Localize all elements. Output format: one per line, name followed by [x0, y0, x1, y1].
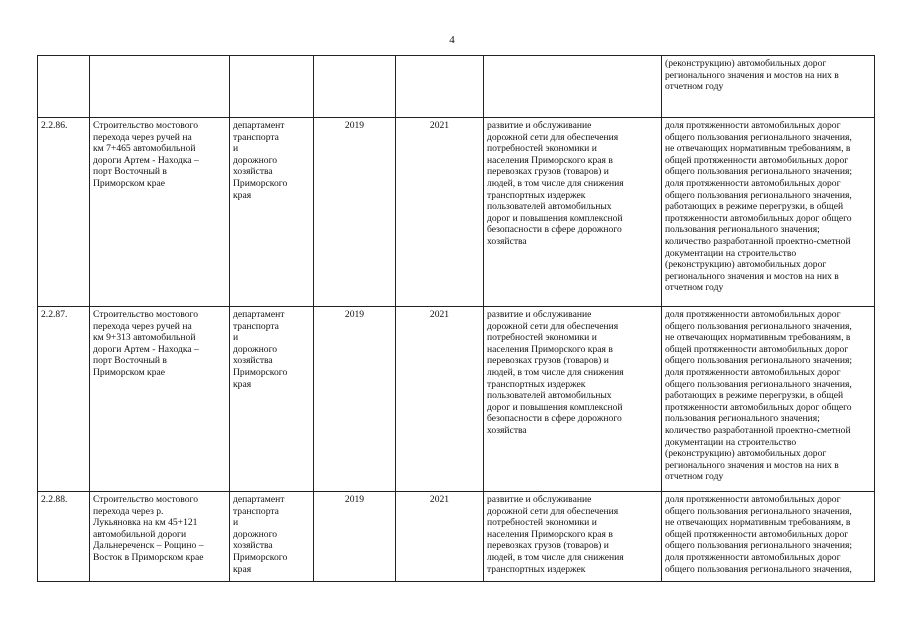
dept-word-and: и	[233, 332, 239, 344]
page-number: 4	[449, 34, 455, 46]
cell-department	[230, 307, 314, 492]
cell-goal: развитие и обслуживание дорожной сети для обеспечения потребностей экономики и населения Приморского края в перевозках грузов (товаров) и людей, в том числе для снижения транспортных издержек пользователей автомобильных дорог и повышения комплексной безопасности в сфере дорожного хозяйства	[484, 307, 662, 492]
cell-number	[38, 56, 90, 118]
table-row	[38, 307, 875, 492]
cell-start-year	[314, 56, 396, 118]
cell-number: 2.2.86.	[38, 118, 90, 307]
cell-name: Строительство мостового перехода через ручей на км 7+465 автомобильной дороги Артем - Находка – порт Восточный в Приморском крае	[90, 118, 230, 307]
program-table	[37, 55, 875, 582]
cell-end-year: 2021	[396, 492, 484, 582]
cell-name: Строительство мостового перехода через р. Лукьяновка на км 45+121 автомобильной дороги Дальнереченск – Рощино – Восток в Приморском крае	[90, 492, 230, 582]
dept-word-transport: транспорта	[233, 320, 279, 332]
cell-end-year: 2021	[396, 118, 484, 307]
dept-line-2	[233, 132, 310, 155]
cell-department	[230, 56, 314, 118]
cell-goal: развитие и обслуживание дорожной сети для обеспечения потребностей экономики и населения Приморского края в перевозках грузов (товаров) и людей, в том числе для снижения транспортных издержек пользователей автомобильных дорог и повышения комплексной безопасности в сфере дорожного хозяйства	[484, 118, 662, 307]
cell-department	[230, 118, 314, 307]
cell-number: 2.2.87.	[38, 307, 90, 492]
cell-name	[90, 56, 230, 118]
dept-line-2	[233, 321, 310, 344]
dept-rest: дорожного хозяйства Приморского края	[233, 528, 288, 575]
cell-goal	[484, 56, 662, 118]
dept-word-and: и	[233, 143, 239, 155]
cell-indicators: доля протяженности автомобильных дорог общего пользования регионального значения, не отвечающих нормативным требованиям, в общей протяженности автомобильных дорог общего пользования регионального значения; доля протяженности автомобильных дорог общего пользования регионального значения,	[662, 492, 875, 582]
cell-department	[230, 492, 314, 582]
dept-line-1: департамент	[233, 494, 285, 505]
cell-indicators: доля протяженности автомобильных дорог общего пользования регионального значения, не отвечающих нормативным требованиям, в общей протяженности автомобильных дорог общего пользования регионального значения; доля протяженности автомобильных дорог общего пользования регионального значения, работающих в режиме перегрузки, в общей протяженности автомобильных дорог общего пользования регионального значения; количество разработанной проектно-сметной документации на строительство (реконструкцию) автомобильных дорог регионального значения и мостов на них в отчетном году	[662, 307, 875, 492]
cell-goal: развитие и обслуживание дорожной сети для обеспечения потребностей экономики и населения Приморского края в перевозках грузов (товаров) и людей, в том числе для снижения транспортных издержек	[484, 492, 662, 582]
cell-end-year: 2021	[396, 307, 484, 492]
cell-start-year: 2019	[314, 118, 396, 307]
table-row	[38, 118, 875, 307]
cell-start-year: 2019	[314, 492, 396, 582]
cell-end-year	[396, 56, 484, 118]
cell-name: Строительство мостового перехода через ручей на км 9+313 автомобильной дороги Артем - Находка – порт Восточный в Приморском крае	[90, 307, 230, 492]
dept-line-2	[233, 506, 310, 529]
cell-indicators: доля протяженности автомобильных дорог общего пользования регионального значения, не отвечающих нормативным требованиям, в общей протяженности автомобильных дорог общего пользования регионального значения; доля протяженности автомобильных дорог общего пользования регионального значения, работающих в режиме перегрузки, в общей протяженности автомобильных дорог общего пользования регионального значения; количество разработанной проектно-сметной документации на строительство (реконструкцию) автомобильных дорог регионального значения и мостов на них в отчетном году	[662, 118, 875, 307]
dept-line-1: департамент	[233, 309, 285, 320]
dept-word-transport: транспорта	[233, 505, 279, 517]
table-row-continuation	[38, 56, 875, 118]
table-row	[38, 492, 875, 582]
cell-indicators: (реконструкцию) автомобильных дорог регионального значения и мостов на них в отчетном году	[662, 56, 875, 118]
dept-line-1: департамент	[233, 120, 285, 131]
dept-word-and: и	[233, 517, 239, 529]
dept-rest: дорожного хозяйства Приморского края	[233, 154, 288, 201]
dept-rest: дорожного хозяйства Приморского края	[233, 343, 288, 390]
cell-start-year: 2019	[314, 307, 396, 492]
dept-word-transport: транспорта	[233, 131, 279, 143]
cell-number: 2.2.88.	[38, 492, 90, 582]
